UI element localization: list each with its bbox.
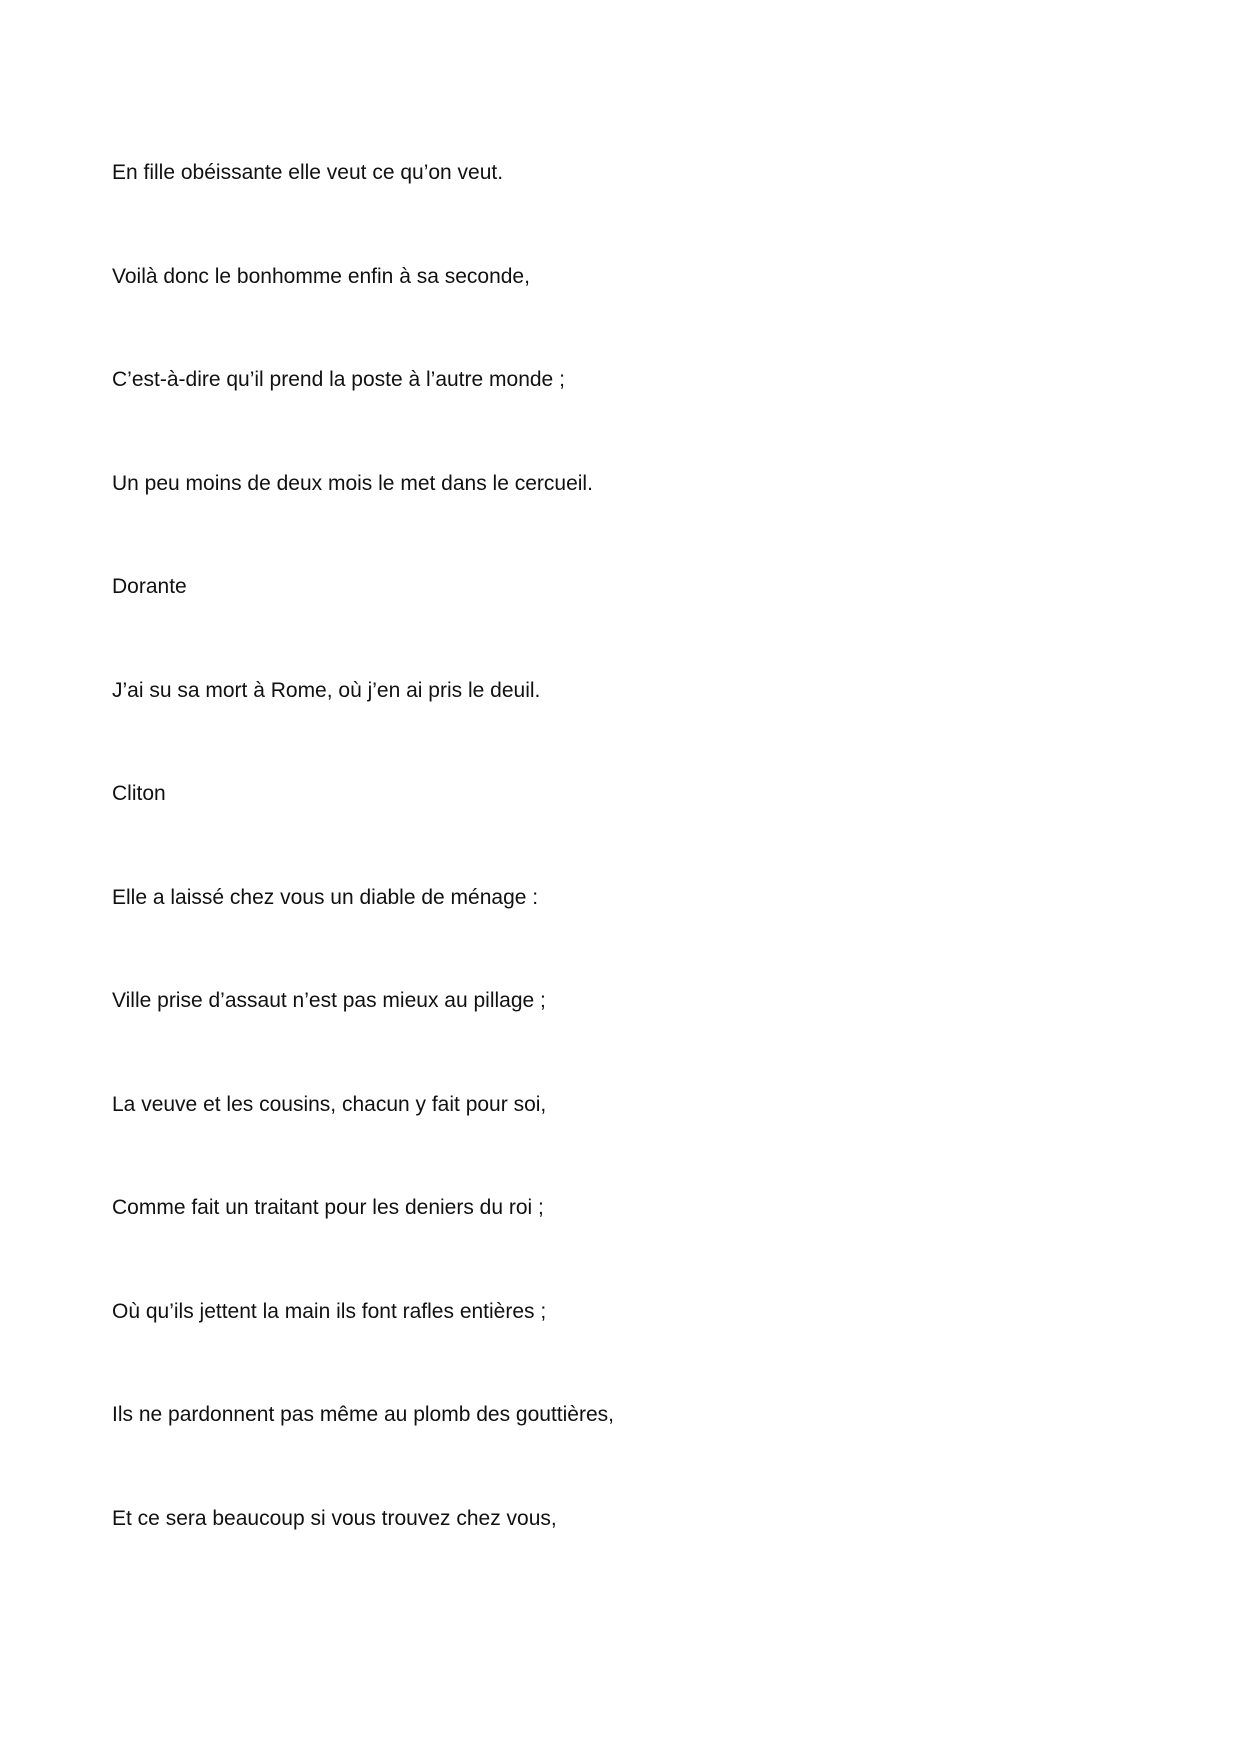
verse-line: La veuve et les cousins, chacun y fait pour soi, bbox=[112, 1092, 547, 1116]
speaker-name: Cliton bbox=[112, 782, 166, 805]
verse-line: Ils ne pardonnent pas même au plomb des gouttières, bbox=[112, 1403, 614, 1426]
verse-line: Ville prise d’assaut n’est pas mieux au pillage ; bbox=[112, 989, 546, 1012]
verse-line: C’est-à-dire qu’il prend la poste à l’autre monde ; bbox=[112, 368, 565, 391]
verse-line: J’ai su sa mort à Rome, où j’en ai pris le deuil. bbox=[112, 678, 541, 702]
speaker-name: Dorante bbox=[112, 575, 187, 598]
verse-line: Où qu’ils jettent la main ils font rafles entières ; bbox=[112, 1299, 547, 1323]
verse-line: Comme fait un traitant pour les deniers du roi ; bbox=[112, 1196, 544, 1219]
verse-line: Et ce sera beaucoup si vous trouvez chez vous, bbox=[112, 1506, 557, 1530]
verse-text bbox=[112, 160, 1112, 1609]
verse-line: En fille obéissante elle veut ce qu’on veut. bbox=[112, 161, 504, 184]
verse-line: Voilà donc le bonhomme enfin à sa seconde, bbox=[112, 264, 530, 288]
verse-line: Un peu moins de deux mois le met dans le cercueil. bbox=[112, 471, 593, 495]
verse-line: Elle a laissé chez vous un diable de ménage : bbox=[112, 885, 539, 909]
